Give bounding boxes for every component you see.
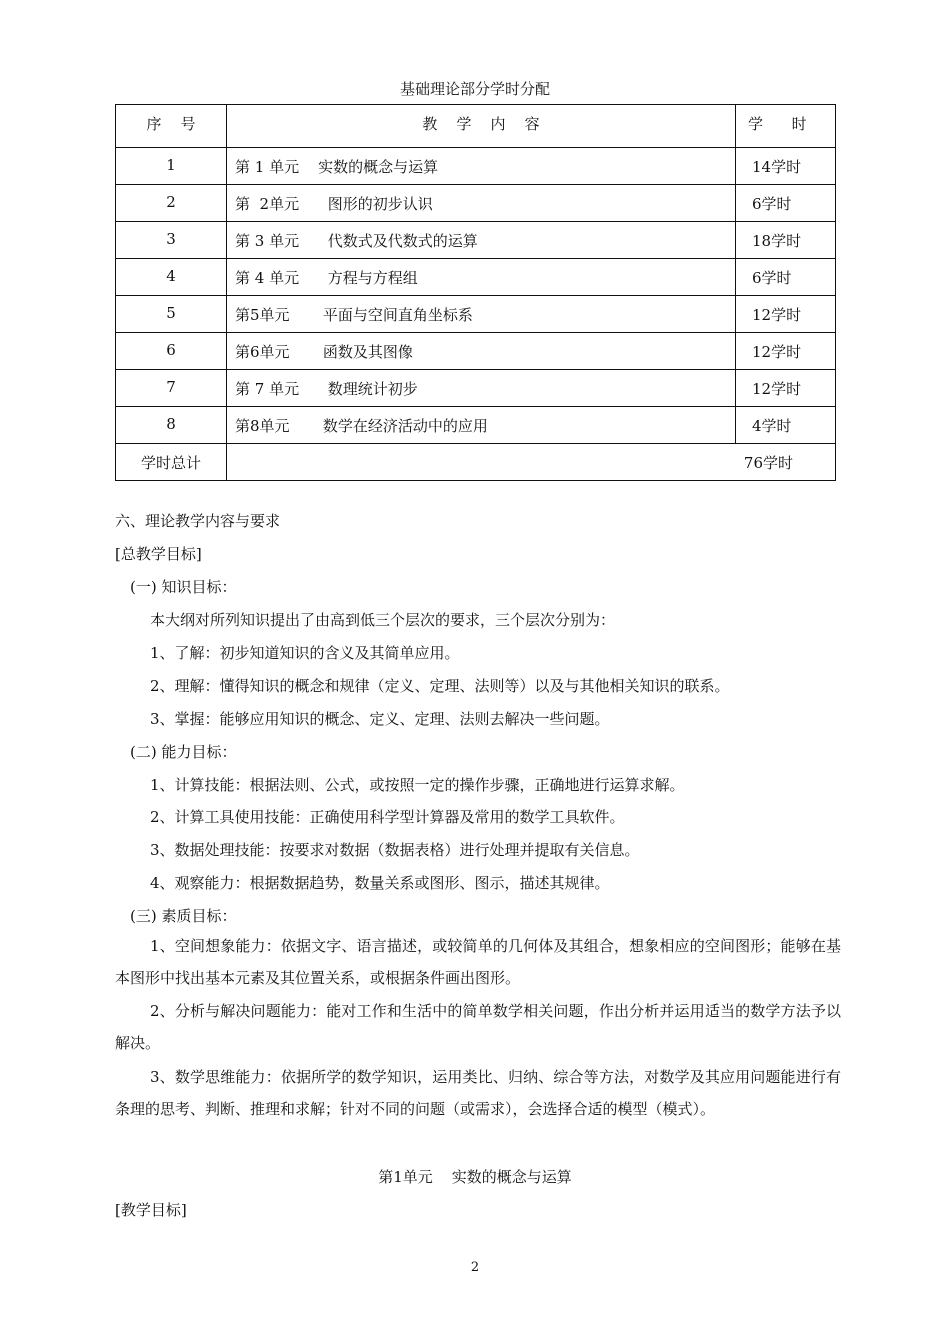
header-hours: 学 时 bbox=[736, 105, 836, 148]
unit-title: 第1单元 实数的概念与运算 bbox=[378, 1168, 572, 1186]
row-no: 2 bbox=[116, 185, 227, 222]
row-no: 1 bbox=[116, 148, 227, 185]
quality-item: 3、数学思维能力：依据所学的数学知识，运用类比、归纳、综合等方法，对数学及其应用问题能进行有条理的思考、判断、推理和求解；针对不同的问题（或需求），会选择合适的模型（模式）。 bbox=[115, 1068, 841, 1118]
row-no: 6 bbox=[116, 333, 227, 370]
table-row bbox=[116, 296, 836, 333]
total-label: 学时总计 bbox=[116, 444, 227, 481]
row-content: 第 3 单元 代数式及代数式的运算 bbox=[227, 222, 736, 259]
ability-goal-title: (二) 能力目标： bbox=[130, 743, 237, 761]
row-hours: 6学时 bbox=[736, 259, 836, 296]
ability-item: 2、计算工具使用技能：正确使用科学型计算器及常用的数学工具软件。 bbox=[150, 808, 625, 826]
total-value: 76学时 bbox=[227, 444, 836, 481]
row-content: 第5单元 平面与空间直角坐标系 bbox=[227, 296, 736, 333]
table-row bbox=[116, 148, 836, 185]
knowledge-goal-title: (一) 知识目标： bbox=[130, 578, 237, 596]
table-header-row bbox=[116, 105, 836, 148]
page-number: 2 bbox=[470, 1260, 480, 1275]
row-no: 5 bbox=[116, 296, 227, 333]
knowledge-item: 2、理解：懂得知识的概念和规律（定义、定理、法则等）以及与其他相关知识的联系。 bbox=[150, 677, 730, 695]
row-hours: 18学时 bbox=[736, 222, 836, 259]
header-content: 教 学 内 容 bbox=[227, 105, 736, 148]
row-no: 8 bbox=[116, 407, 227, 444]
row-hours: 12学时 bbox=[736, 370, 836, 407]
row-content: 第8单元 数学在经济活动中的应用 bbox=[227, 407, 736, 444]
row-hours: 12学时 bbox=[736, 296, 836, 333]
row-hours: 14学时 bbox=[736, 148, 836, 185]
teaching-goal-label: [教学目标] bbox=[115, 1201, 187, 1219]
row-hours: 6学时 bbox=[736, 185, 836, 222]
table-row bbox=[116, 370, 836, 407]
row-content: 第 2单元 图形的初步认识 bbox=[227, 185, 736, 222]
section-heading: 六、理论教学内容与要求 bbox=[115, 512, 281, 530]
table-row bbox=[116, 333, 836, 370]
overall-goal-label: [总教学目标] bbox=[115, 545, 202, 563]
table-total-row bbox=[116, 444, 836, 481]
quality-item: 2、分析与解决问题能力：能对工作和生活中的简单数学相关问题，作出分析并运用适当的数学方法予以解决。 bbox=[115, 1002, 841, 1052]
table-title: 基础理论部分学时分配 bbox=[399, 80, 550, 98]
row-content: 第 1 单元 实数的概念与运算 bbox=[227, 148, 736, 185]
row-no: 4 bbox=[116, 259, 227, 296]
table-row bbox=[116, 407, 836, 444]
knowledge-item: 1、了解：初步知道知识的含义及其简单应用。 bbox=[150, 644, 460, 662]
ability-item: 4、观察能力：根据数据趋势，数量关系或图形、图示，描述其规律。 bbox=[150, 874, 610, 892]
header-no: 序 号 bbox=[116, 105, 227, 148]
row-no: 7 bbox=[116, 370, 227, 407]
table-row bbox=[116, 185, 836, 222]
knowledge-intro: 本大纲对所列知识提出了由高到低三个层次的要求，三个层次分别为： bbox=[150, 611, 616, 629]
row-content: 第 7 单元 数理统计初步 bbox=[227, 370, 736, 407]
row-hours: 12学时 bbox=[736, 333, 836, 370]
ability-item: 1、计算技能：根据法则、公式，或按照一定的操作步骤，正确地进行运算求解。 bbox=[150, 776, 685, 794]
table-row bbox=[116, 222, 836, 259]
knowledge-item: 3、掌握：能够应用知识的概念、定义、定理、法则去解决一些问题。 bbox=[150, 710, 610, 728]
row-hours: 4学时 bbox=[736, 407, 836, 444]
ability-item: 3、数据处理技能：按要求对数据（数据表格）进行处理并提取有关信息。 bbox=[150, 841, 640, 859]
table-row bbox=[116, 259, 836, 296]
quality-goal-title: (三) 素质目标： bbox=[130, 907, 237, 925]
row-content: 第 4 单元 方程与方程组 bbox=[227, 259, 736, 296]
quality-item: 1、空间想象能力：依据文字、语言描述，或较简单的几何体及其组合，想象相应的空间图形；能够在基本图形中找出基本元素及其位置关系，或根据条件画出图形。 bbox=[115, 937, 841, 987]
row-no: 3 bbox=[116, 222, 227, 259]
row-content: 第6单元 函数及其图像 bbox=[227, 333, 736, 370]
hours-allocation-table bbox=[115, 104, 836, 481]
